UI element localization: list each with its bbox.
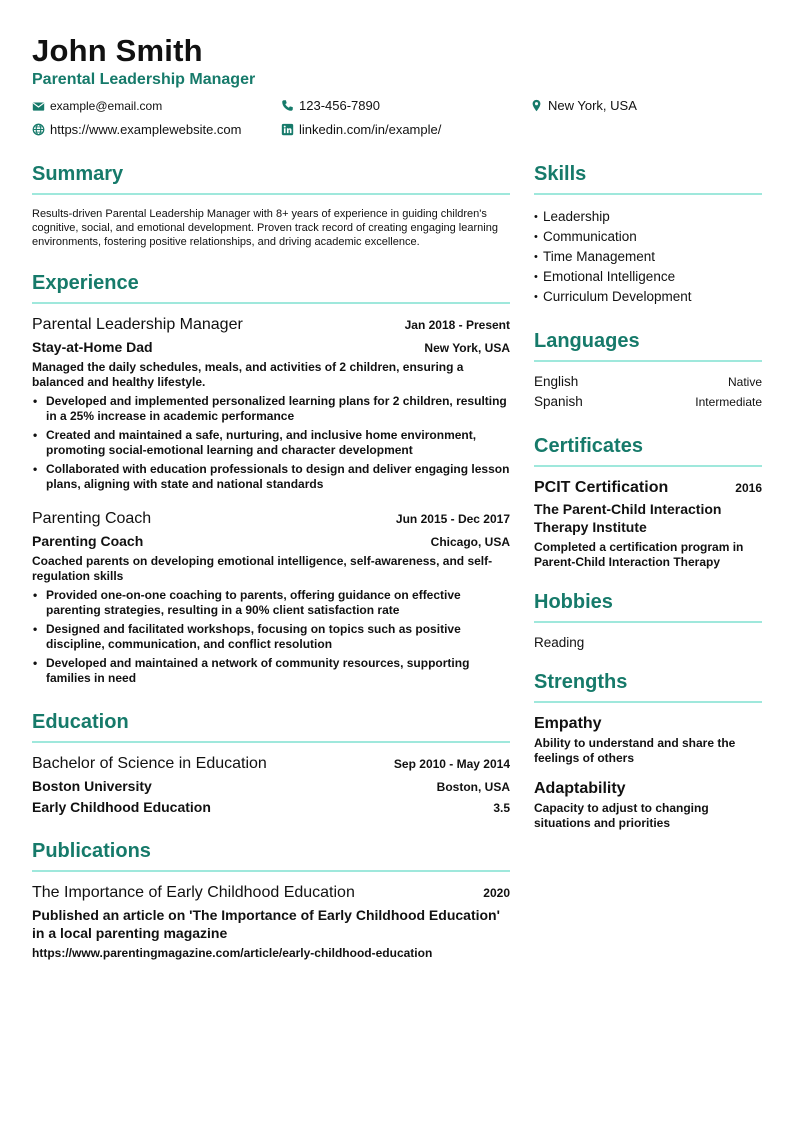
candidate-name: John Smith — [32, 33, 203, 68]
job-location: Chicago, USA — [430, 535, 510, 549]
section-divider — [534, 701, 762, 703]
certificate-org: The Parent-Child Interaction Therapy Institute — [534, 501, 722, 535]
certificate-description: Completed a certification program in Parent-Child Interaction Therapy — [534, 540, 744, 569]
strength-name: Adaptability — [534, 780, 626, 797]
location-text: New York, USA — [548, 98, 637, 113]
education-dates: Sep 2010 - May 2014 — [393, 757, 510, 771]
certificates-section — [534, 434, 762, 570]
list-item: • Created and maintained a safe, nurturing, and inclusive home environment, promoting social-emotional learning and character development — [32, 428, 510, 458]
job-title: Parenting Coach — [32, 510, 152, 527]
list-item: • Curriculum Development — [534, 287, 762, 307]
globe-icon — [32, 123, 45, 136]
section-divider — [534, 621, 762, 623]
right-column — [534, 162, 762, 845]
job-bullets — [32, 394, 510, 492]
certificate-year: 2016 — [735, 481, 762, 495]
section-heading: Languages — [534, 330, 640, 352]
publication-year: 2020 — [483, 886, 510, 900]
language-level: Native — [727, 375, 762, 389]
section-heading: Publications — [32, 840, 151, 862]
linkedin-link[interactable]: linkedin.com/in/example/ — [299, 122, 442, 137]
section-heading: Certificates — [534, 435, 643, 457]
section-heading: Skills — [534, 163, 587, 185]
job-company: Stay-at-Home Dad — [32, 339, 153, 355]
experience-section — [32, 271, 510, 686]
list-item: • Time Management — [534, 247, 762, 267]
list-item: • Communication — [534, 227, 762, 247]
publication-title: The Importance of Early Childhood Education — [32, 884, 355, 901]
strength-description: Capacity to adjust to changing situations and priorities — [534, 801, 709, 830]
contact-linkedin[interactable] — [281, 122, 441, 137]
section-heading: Hobbies — [534, 591, 613, 613]
strength-name: Empathy — [534, 715, 602, 732]
publications-section — [32, 839, 510, 960]
education-section — [32, 710, 510, 815]
language-row — [534, 394, 762, 414]
experience-item — [32, 510, 510, 686]
section-divider — [534, 360, 762, 362]
list-item: • Provided one-on-one coaching to parents, offering guidance on effective parenting strategies, resulting in a 90% client satisfaction rate — [32, 588, 510, 618]
job-company: Parenting Coach — [32, 533, 144, 549]
school: Boston University — [32, 778, 152, 794]
certificate-title: PCIT Certification — [534, 479, 669, 496]
language-name: Spanish — [534, 394, 583, 409]
strength-description: Ability to understand and share the feelings of others — [534, 736, 736, 765]
job-description: Coached parents on developing emotional intelligence, self-awareness, and self-regulation skills — [32, 554, 493, 583]
job-bullets — [32, 588, 510, 686]
section-divider — [534, 193, 762, 195]
contact-email[interactable] — [32, 99, 162, 113]
list-item: • Developed and implemented personalized learning plans for 2 children, resulting in a 25% increase in academic performance — [32, 394, 510, 424]
section-divider — [534, 465, 762, 467]
field-of-study: Early Childhood Education — [32, 799, 211, 815]
language-level: Intermediate — [695, 395, 762, 409]
list-item: • Designed and facilitated workshops, focusing on topics such as positive discipline, communication, and conflict resolution — [32, 622, 510, 652]
phone-icon — [281, 99, 294, 112]
strengths-section — [534, 670, 762, 831]
section-divider — [32, 870, 510, 872]
skills-section — [534, 162, 762, 307]
section-heading: Experience — [32, 272, 139, 294]
list-item: • Developed and maintained a network of community resources, supporting families in need — [32, 656, 510, 686]
job-dates: Jun 2015 - Dec 2017 — [395, 512, 510, 526]
section-heading: Summary — [32, 163, 124, 185]
degree: Bachelor of Science in Education — [32, 755, 267, 772]
left-column — [32, 162, 510, 960]
school-location: Boston, USA — [436, 780, 510, 794]
contact-website[interactable] — [32, 122, 241, 137]
section-heading: Education — [32, 711, 129, 733]
list-item: • Collaborated with education professionals to design and deliver engaging lesson plans, aligning with state and national standards — [32, 462, 510, 492]
website-link[interactable]: https://www.examplewebsite.com — [50, 122, 242, 137]
section-divider — [32, 741, 510, 743]
email-text[interactable]: example@email.com — [50, 99, 163, 113]
summary-text: Results-driven Parental Leadership Manager with 8+ years of experience in guiding children's cognitive, social, and emotional development. Proven track record of creating engaging learning environments, fostering positive relationships, and driving academic excellence. — [32, 208, 498, 248]
skills-list — [534, 207, 762, 307]
map-pin-icon — [530, 99, 543, 112]
job-location: New York, USA — [424, 341, 510, 355]
section-heading: Strengths — [534, 671, 628, 693]
section-divider — [32, 193, 510, 195]
gpa: 3.5 — [493, 801, 510, 815]
job-title: Parental Leadership Manager — [32, 316, 243, 333]
hobbies-section — [534, 590, 762, 650]
language-row — [534, 374, 762, 394]
experience-item — [32, 316, 510, 492]
publication-description: Published an article on 'The Importance of Early Childhood Education' in a local parenting magazine — [32, 907, 500, 941]
list-item: • Emotional Intelligence — [534, 267, 762, 287]
linkedin-icon — [281, 123, 294, 136]
job-dates: Jan 2018 - Present — [404, 318, 510, 332]
languages-section — [534, 329, 762, 414]
publication-url[interactable]: https://www.parentingmagazine.com/article/early-childhood-education — [32, 946, 433, 960]
list-item: • Leadership — [534, 207, 762, 227]
job-description: Managed the daily schedules, meals, and activities of 2 children, ensuring a balanced and healthy lifestyle. — [32, 360, 464, 389]
summary-section — [32, 162, 510, 249]
phone-text[interactable]: 123-456-7890 — [299, 98, 380, 113]
envelope-icon — [32, 100, 45, 113]
hobby-item: Reading — [534, 635, 585, 650]
language-name: English — [534, 374, 579, 389]
contact-phone[interactable] — [281, 98, 380, 113]
section-divider — [32, 302, 510, 304]
candidate-title: Parental Leadership Manager — [32, 71, 256, 88]
contact-location — [530, 98, 637, 113]
